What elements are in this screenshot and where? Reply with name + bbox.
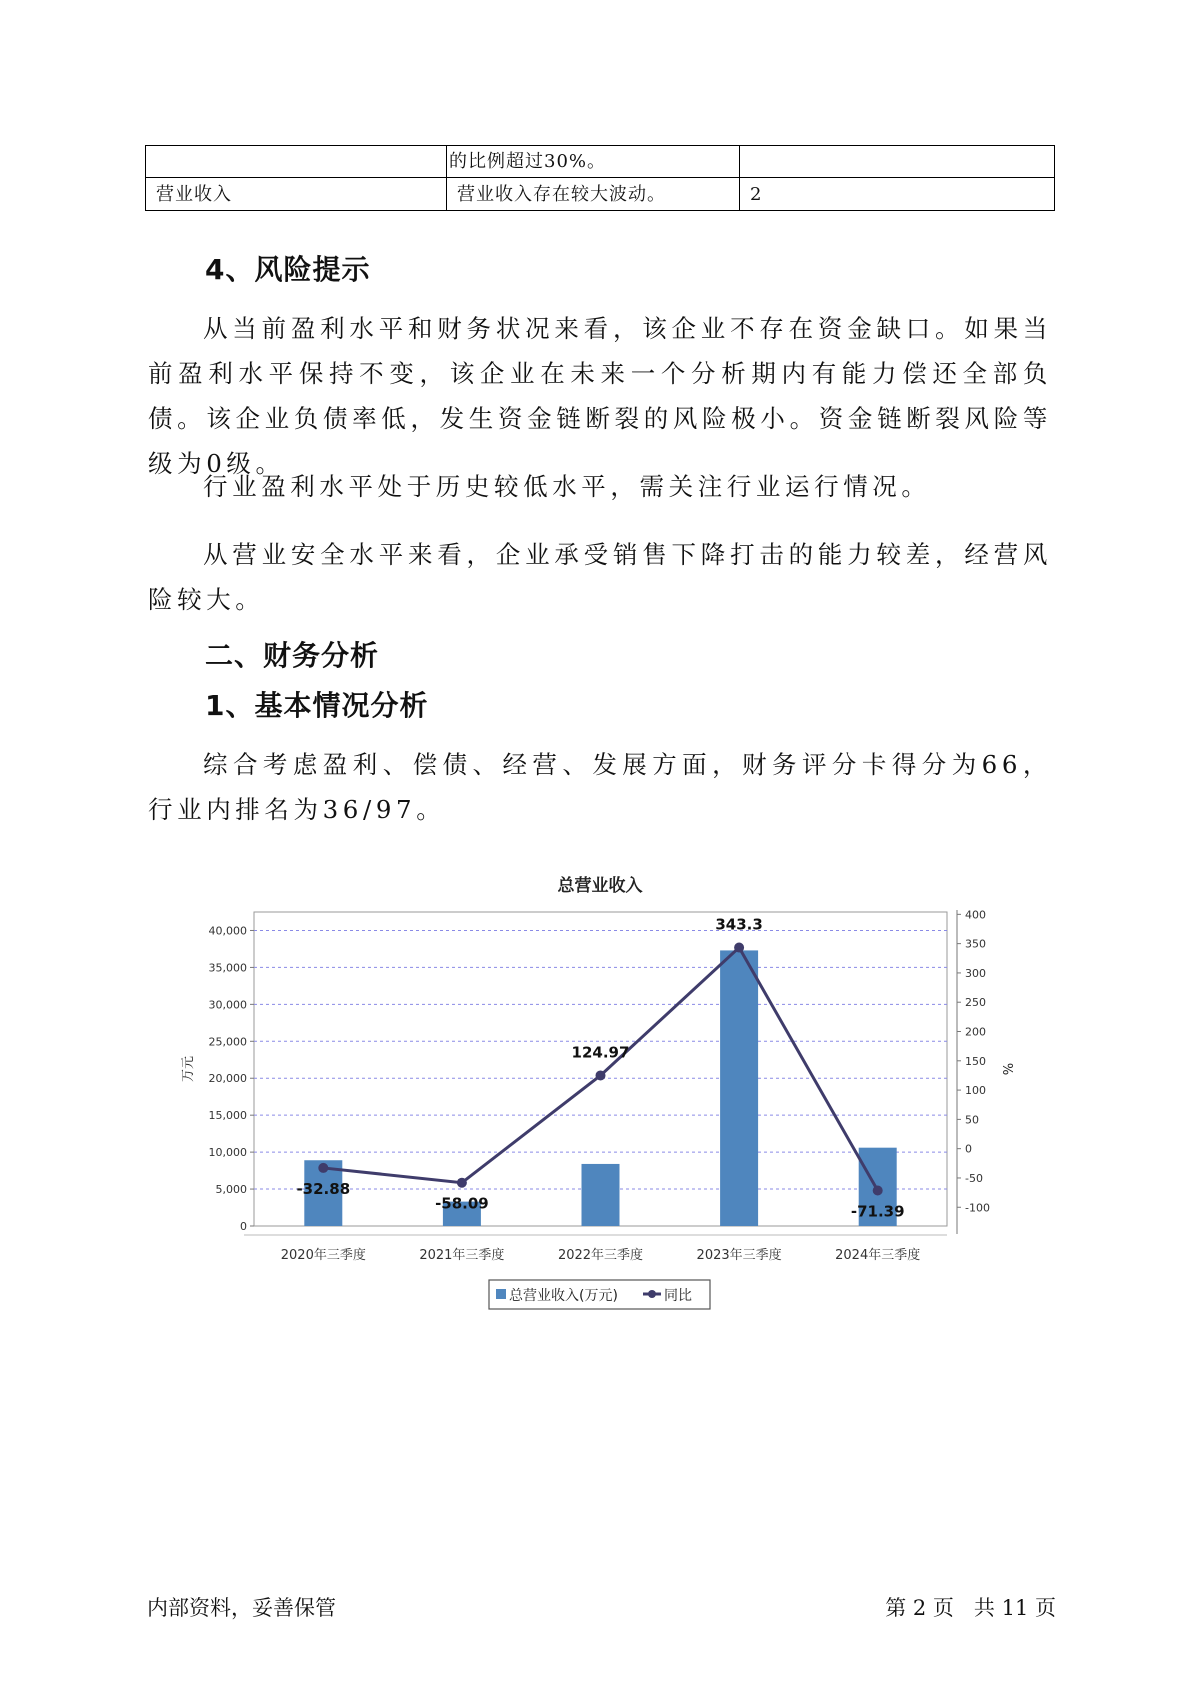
table-cell: 2 [740,178,1055,211]
data-label: -32.88 [296,1179,351,1198]
y-tick-label-right: 250 [965,996,986,1010]
table-cell: 的比例超过30%。 [447,146,740,178]
legend-swatch-bar [496,1289,506,1299]
table-row [146,178,1055,211]
y-tick-label-right: -50 [965,1171,983,1185]
x-tick-label: 2022年三季度 [557,1248,644,1263]
yoy-point [457,1178,467,1188]
y-axis-label-right: % [999,1062,1014,1076]
score-paragraph: 综合考虑盈利、偿债、经营、发展方面，财务评分卡得分为66，行业内排名为36/97。 [148,750,1052,824]
risk-paragraph: 从当前盈利水平和财务状况来看，该企业不存在资金缺口。如果当前盈利水平保持不变，该企业在未来一个分析期内有能力偿还全部负债。该企业负债率低，发生资金链断裂的风险极小。资金链断裂风险等级为0级。 [148,314,1052,478]
data-label: 343.3 [715,915,763,934]
x-tick-label: 2023年三季度 [696,1248,782,1263]
bar [720,950,758,1226]
table-cell [740,146,1055,178]
y-tick-label-right: 0 [965,1142,972,1156]
yoy-point [734,943,744,953]
table-row [146,146,1055,178]
chart-title: 总营业收入 [557,876,643,896]
y-tick-label-right: 50 [965,1113,979,1127]
risk-table [145,145,1055,211]
y-tick-label-left: 40,000 [208,924,247,938]
data-label: -71.39 [850,1202,905,1221]
yoy-point [596,1070,606,1080]
x-tick-label: 2020年三季度 [280,1248,366,1263]
data-label: -58.09 [435,1194,489,1213]
y-tick-label-left: 25,000 [208,1035,247,1049]
data-label: 124.97 [571,1043,630,1062]
subsection-heading: 1、基本情况分析 [205,689,429,722]
legend-label: 总营业收入(万元) [509,1288,618,1304]
table-cell: 营业收入存在较大波动。 [447,178,740,211]
y-tick-label-right: -100 [965,1201,990,1215]
y-tick-label-right: 150 [965,1054,986,1068]
footer-confidential: 内部资料，妥善保管 [147,1596,336,1620]
yoy-point [318,1163,328,1173]
y-tick-label-left: 10,000 [208,1146,247,1160]
y-tick-label-left: 15,000 [208,1109,247,1123]
y-tick-label-right: 350 [965,937,986,951]
y-tick-label-left: 20,000 [208,1072,247,1086]
y-tick-label-left: 5,000 [215,1183,247,1197]
risk-paragraph: 行业盈利水平处于历史较低水平，需关注行业运行情况。 [203,472,931,501]
risk-paragraph: 从营业安全水平来看，企业承受销售下降打击的能力较差，经营风险较大。 [148,540,1052,614]
section-heading: 二、财务分析 [205,639,380,672]
x-tick-label: 2024年三季度 [835,1248,921,1263]
y-tick-label-left: 0 [240,1220,247,1233]
y-axis-label-left: 万元 [181,1055,196,1083]
y-tick-label-left: 35,000 [208,961,247,975]
risk-heading: 4、风险提示 [205,253,371,286]
x-tick-label: 2021年三季度 [419,1248,505,1263]
y-tick-label-right: 200 [965,1025,986,1039]
y-tick-label-right: 300 [965,966,986,980]
revenue-chart [170,860,1050,1320]
y-tick-label-left: 30,000 [208,998,247,1012]
bar [582,1164,620,1226]
table-cell: 营业收入 [146,178,447,211]
legend-swatch-marker [648,1290,656,1298]
footer-page-number: 第 2 页 共 11 页 [885,1596,1056,1620]
table-cell [146,146,447,178]
y-tick-label-right: 100 [965,1084,986,1098]
legend-label: 同比 [664,1288,692,1304]
yoy-point [873,1185,883,1195]
y-tick-label-right: 400 [965,908,986,922]
